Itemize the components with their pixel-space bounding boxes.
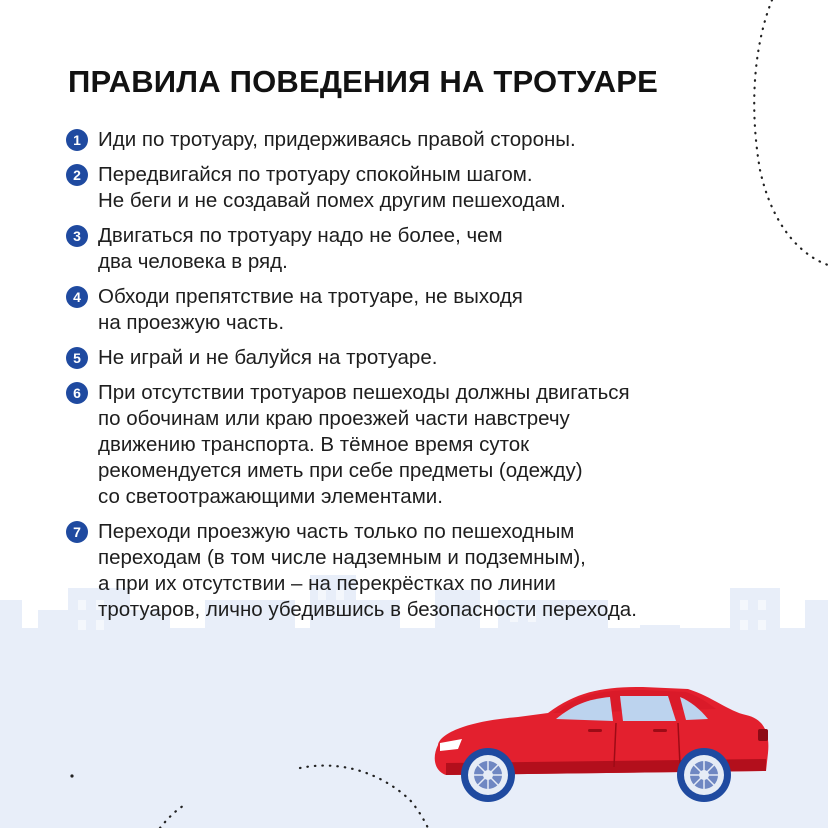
rule-text: Обходи препятствие на тротуаре, не выходя на проезжую часть. bbox=[98, 285, 523, 334]
list-item bbox=[66, 284, 806, 336]
number-badge: 1 bbox=[66, 129, 88, 151]
number-badge: 3 bbox=[66, 225, 88, 247]
list-item bbox=[66, 519, 806, 623]
rule-text: Иди по тротуару, придерживаясь правой стороны. bbox=[98, 128, 576, 151]
list-item bbox=[66, 380, 806, 510]
rules-list bbox=[66, 127, 806, 623]
rule-text: Двигаться по тротуару надо не более, чем два человека в ряд. bbox=[98, 224, 503, 273]
number-badge: 2 bbox=[66, 164, 88, 186]
red-car-illustration bbox=[428, 683, 778, 803]
taillight bbox=[758, 729, 768, 741]
list-item bbox=[66, 127, 806, 153]
number-badge: 7 bbox=[66, 521, 88, 543]
list-item bbox=[66, 162, 806, 214]
rule-text: При отсутствии тротуаров пешеходы должны двигаться по обочинам или краю проезжей части навстречу движению транспорта. В тёмное время суток рекомендуется иметь при себе предметы (одежду) со светоотражающими элементами. bbox=[98, 381, 630, 508]
number-badge: 5 bbox=[66, 347, 88, 369]
list-item bbox=[66, 345, 806, 371]
car-wheel-rear bbox=[677, 748, 731, 802]
dot-decoration bbox=[70, 774, 73, 777]
list-item bbox=[66, 223, 806, 275]
rule-text: Не играй и не балуйся на тротуаре. bbox=[98, 346, 438, 369]
rule-text: Переходи проезжую часть только по пешеходным переходам (в том числе надземным и подземным), а при их отсутствии – на перекрёстках по линии тротуаров, лично убедившись в безопасности перехода. bbox=[98, 520, 637, 621]
rule-text: Передвигайся по тротуару спокойным шагом. Не беги и не создавай помех другим пешеходам. bbox=[98, 163, 566, 212]
page-title: ПРАВИЛА ПОВЕДЕНИЯ НА ТРОТУАРЕ bbox=[68, 64, 658, 99]
car-window-middle bbox=[620, 696, 676, 721]
car-wheel-front bbox=[461, 748, 515, 802]
number-badge: 4 bbox=[66, 286, 88, 308]
number-badge: 6 bbox=[66, 382, 88, 404]
